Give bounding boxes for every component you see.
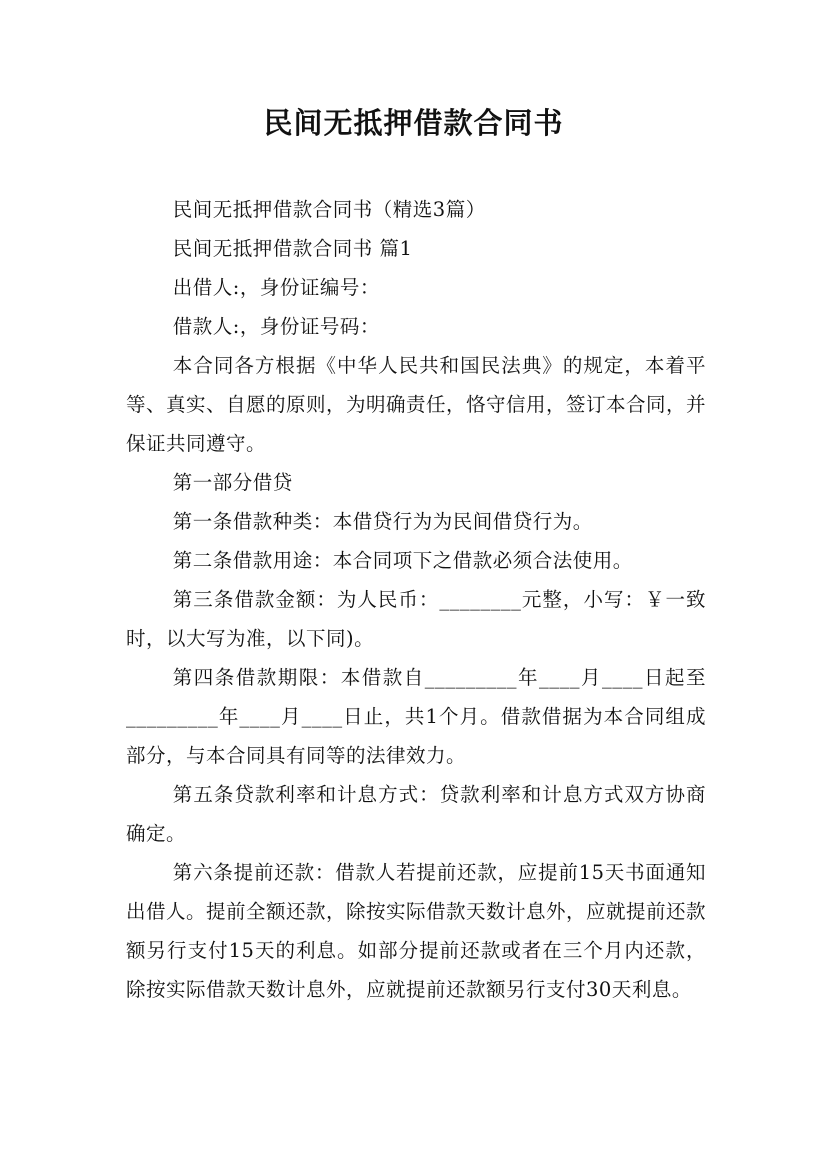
- paragraph-lender: 出借人:，身份证编号：: [172, 276, 380, 299]
- document-body: [126, 190, 706, 1009]
- paragraph-section-heading: 民间无抵押借款合同书 篇1: [172, 237, 413, 260]
- paragraph-article-6: 第六条提前还款：借款人若提前还款，应提前15天书面通知出借人。提前全额还款，除按实际借款天数计息外，应就提前还款额另行支付15天的利息。如部分提前还款或者在三个月内还款，除按实际借款天数计息外，应就提前还款额另行支付30天利息。: [126, 861, 707, 1001]
- paragraph-article-1: 第一条借款种类：本借贷行为为民间借贷行为。: [172, 510, 593, 533]
- paragraph-article-4: 第四条借款期限：本借款自_________年____月____日起至_________年____月____日止，共1个月。借款借据为本合同组成部分，与本合同具有同等的法律效力。: [126, 666, 706, 767]
- paragraph-part-one: 第一部分借贷: [172, 471, 293, 494]
- document-title: 民间无抵押借款合同书: [263, 106, 564, 140]
- paragraph-article-5: 第五条贷款利率和计息方式：贷款利率和计息方式双方协商确定。: [126, 783, 706, 845]
- paragraph-article-2: 第二条借款用途：本合同项下之借款必须合法使用。: [172, 549, 633, 572]
- paragraph-article-3: 第三条借款金额：为人民币：________元整，小写：￥一致时，以大写为准，以下同)。: [126, 588, 706, 650]
- paragraph-borrower: 借款人:，身份证号码：: [172, 315, 380, 338]
- paragraph-preamble: 本合同各方根据《中华人民共和国民法典》的规定，本着平等、真实、自愿的原则，为明确责任，恪守信用，签订本合同，并保证共同遵守。: [126, 354, 707, 455]
- paragraph-subtitle: 民间无抵押借款合同书（精选3篇）: [172, 198, 486, 221]
